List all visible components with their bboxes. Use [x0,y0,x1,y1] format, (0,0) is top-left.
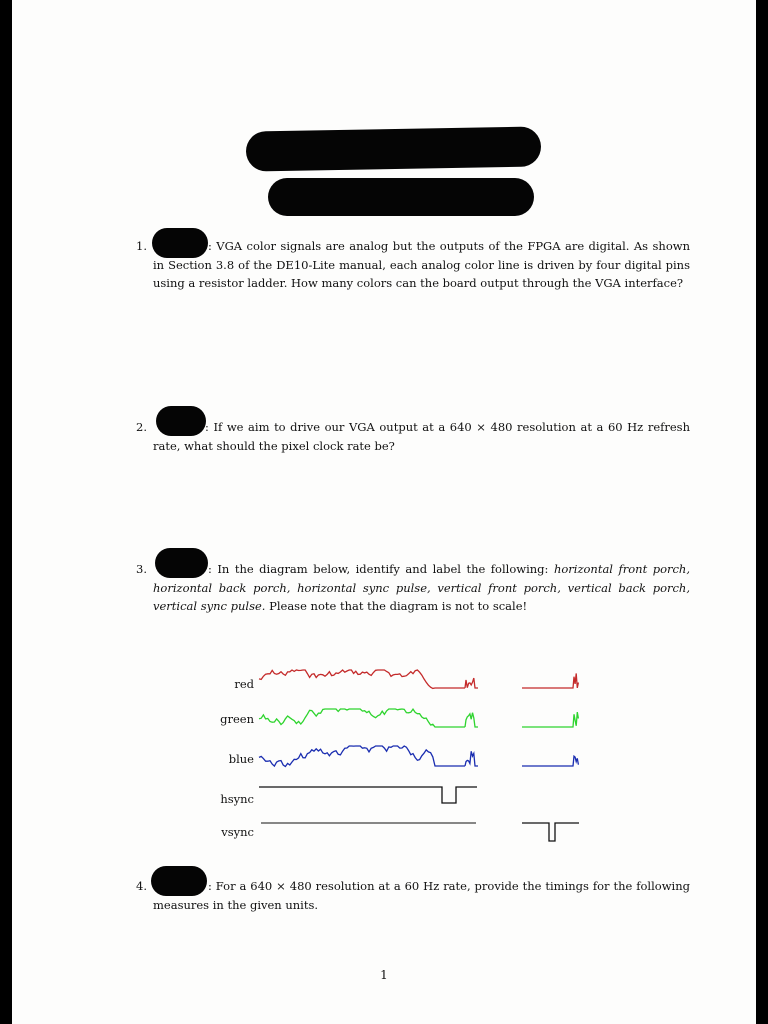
question-4-text [153,877,690,914]
green-waveform-vblank [522,712,578,727]
question-4-body: : For a 640 × 480 resolution at a 60 Hz rate, provide the timings for the following measures in the given units. [153,879,690,912]
question-3-note: Please note that the diagram is not to scale! [265,599,528,613]
signal-label-red: red [234,677,254,691]
page-number: 1 [380,968,388,982]
question-3-intro: : In the diagram below, identify and label the following: [208,562,554,576]
signal-label-vsync: vsync [221,825,254,839]
vsync-pulse [522,823,579,841]
red-waveform-active [259,670,465,688]
blue-waveform-burst [465,751,478,766]
signal-label-green: green [220,712,254,726]
question-3-number: 3. [136,562,147,576]
document-page [12,0,756,1024]
question-2-number: 2. [136,420,147,434]
vga-timing-diagram [12,0,756,1024]
green-waveform-active [259,709,465,727]
green-waveform-burst [465,713,478,727]
red-waveform-vblank [522,673,578,688]
question-4-number: 4. [136,879,147,893]
question-3-terms: horizontal front porch, horizontal back porch, horizontal sync pulse, vertical front porch, vertical back porch, vertical sync pulse. [153,562,690,613]
signal-label-hsync: hsync [220,792,254,806]
question-1-body: : VGA color signals are analog but the outputs of the FPGA are digital. As shown in Section 3.8 of the DE10-Lite manual, each analog color line is driven by four digital pins using a resistor ladder. How many colors can the board output through the VGA interface? [153,239,690,290]
signal-label-blue: blue [228,752,254,766]
question-2-body: : If we aim to drive our VGA output at a 640 × 480 resolution at a 60 Hz refresh rate, what should the pixel clock rate be? [153,420,690,453]
red-waveform-burst [465,678,478,688]
blue-waveform-vblank [522,756,578,766]
hsync-waveform [259,787,477,803]
blue-waveform-active [259,746,465,767]
question-1-number: 1. [136,239,147,253]
